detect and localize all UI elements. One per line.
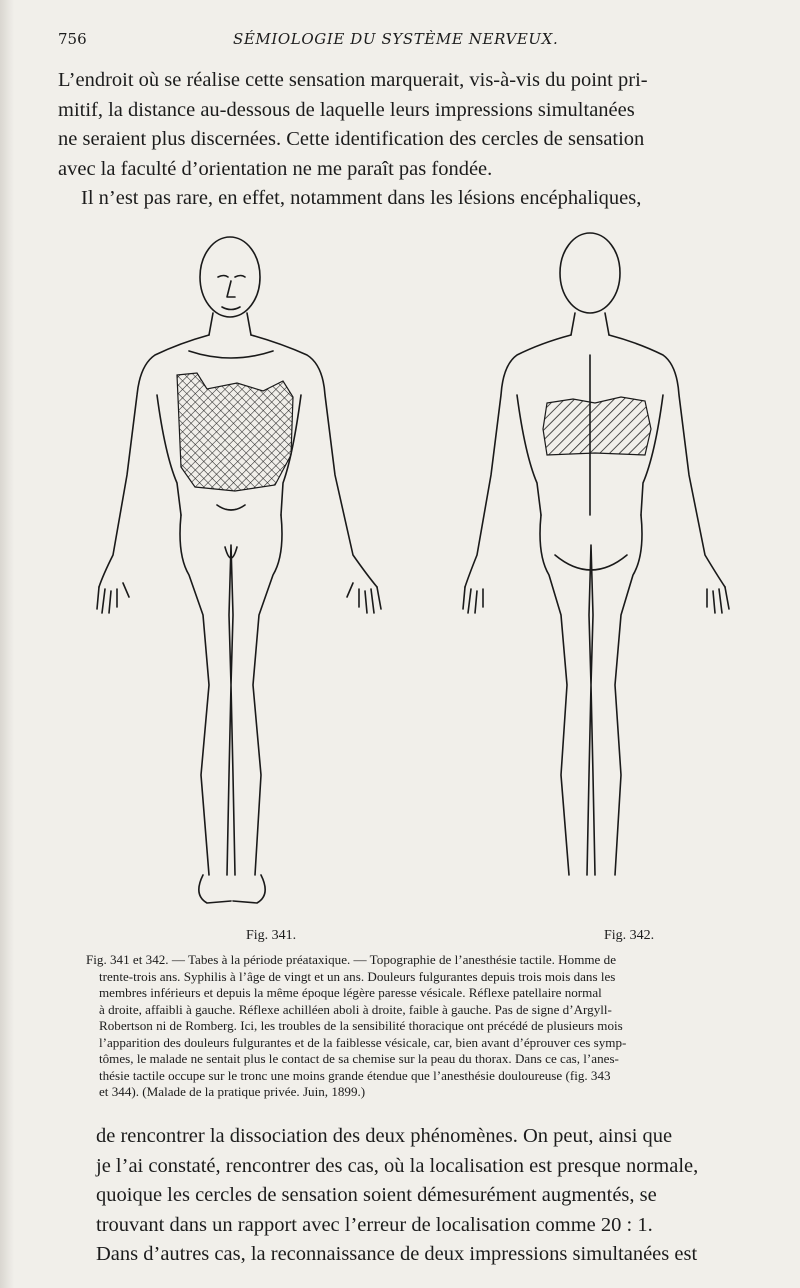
caption-line: et 344). (Malade de la pratique privée. Juin, 1899.) — [99, 1084, 366, 1099]
caption-line: Robertson ni de Romberg. Ici, les troubles de la sensibilité thoracique ont précédé de plusieurs mois — [99, 1018, 623, 1033]
front-anesthesia-zone — [177, 373, 293, 491]
bottom-paragraph — [96, 1122, 792, 1270]
text-line: trouvant dans un rapport avec l’erreur de localisation comme 20 : 1. — [96, 1213, 653, 1236]
anatomical-figure — [85, 215, 775, 915]
back-body-figure — [463, 233, 729, 875]
caption-line: Fig. 341 et 342. — Tabes à la période préataxique. — Topographie de l’anesthésie tactile. Homme de — [86, 952, 617, 967]
text-line: avec la faculté d’orientation ne me paraît pas fondée. — [58, 157, 493, 180]
page-edge-shadow — [0, 0, 14, 1288]
figure-label-341: Fig. 341. — [246, 928, 297, 943]
text-line: L’endroit où se réalise cette sensation marquerait, vis-à-vis du point pri- — [58, 69, 648, 91]
text-line: Dans d’autres cas, la reconnaissance de deux impressions simultanées est — [96, 1243, 698, 1265]
running-title: SÉMIOLOGIE DU SYSTÈME NERVEUX. — [233, 30, 559, 48]
text-line: de rencontrer la dissociation des deux phénomènes. On peut, ainsi que — [96, 1125, 673, 1147]
caption-line: à droite, affaibli à gauche. Réflexe achilléen aboli à droite, faible à gauche. Pas de signe d’Argyll- — [99, 1001, 612, 1017]
figure-caption — [86, 952, 790, 1101]
back-anesthesia-zone — [543, 397, 651, 455]
text-line: je l’ai constaté, rencontrer des cas, où la localisation est presque normale, — [96, 1154, 699, 1177]
front-body-figure — [97, 237, 381, 903]
page-header — [58, 30, 758, 52]
figure-label-342: Fig. 342. — [604, 928, 655, 943]
caption-line: membres inférieurs et depuis la même époque légère paresse vésicale. Réflexe patellaire normal — [99, 985, 602, 1000]
text-line: Il n’est pas rare, en effet, notamment dans les lésions encéphaliques, — [81, 187, 642, 209]
text-line: mitif, la distance au-dessous de laquelle leurs impressions simultanées — [58, 98, 635, 121]
text-line: ne seraient plus discernées. Cette identification des cercles de sensation — [58, 128, 645, 150]
caption-line: thésie tactile occupe sur le tronc une moins grande étendue que l’anesthésie douloureuse (fig. 343 — [99, 1067, 611, 1083]
caption-line: trente-trois ans. Syphilis à l’âge de vingt et un ans. Douleurs fulgurantes depuis trois mois dans les — [99, 968, 616, 984]
page-number: 756 — [58, 30, 87, 48]
text-line: quoique les cercles de sensation soient démesurément augmentés, se — [96, 1184, 657, 1206]
top-paragraph — [58, 66, 756, 214]
caption-line: l’apparition des douleurs fulgurantes et de la faiblesse vésicale, car, bien avant d’éprouver ces symp- — [99, 1034, 627, 1050]
caption-line: tômes, le malade ne sentait plus le contact de sa chemise sur la peau du thorax. Dans ce cas, l’anes- — [99, 1051, 619, 1066]
